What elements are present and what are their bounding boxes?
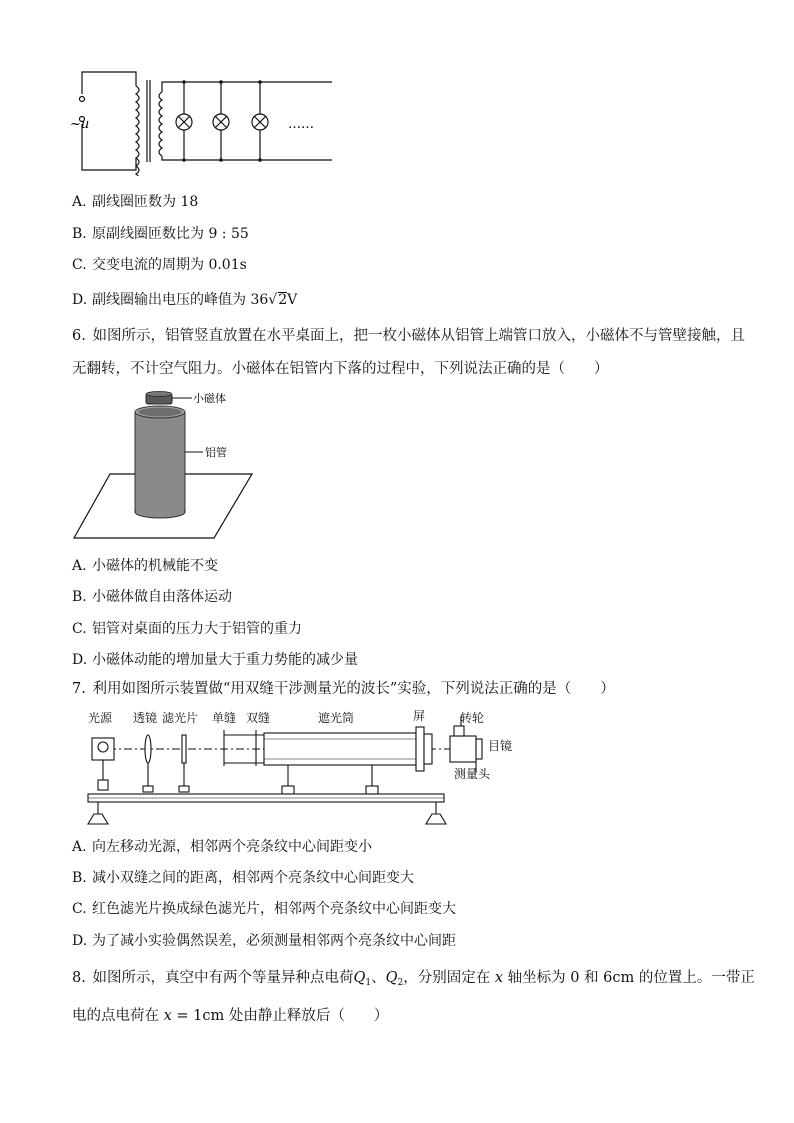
light-source-label: 光源 <box>88 711 113 725</box>
q6-option-d: D. 小磁体动能的增加量大于重力势能的减少量 <box>72 652 358 668</box>
q7-option-a: A. 向左移动光源，相邻两个亮条纹中心间距变小 <box>72 839 372 855</box>
q7-option-d: D. 为了减小实验偶然误差，必须测量相邻两个亮条纹中心间距 <box>72 933 456 949</box>
screen-label: 屏 <box>413 709 426 723</box>
tube-label: 铝管 <box>205 446 227 459</box>
magnet-label: 小磁体 <box>193 392 226 405</box>
double-slit-label: 双缝 <box>246 711 271 725</box>
filter-label: 滤光片 <box>162 711 199 725</box>
lens-label: 透镜 <box>133 711 158 725</box>
aluminum-tube <box>135 412 185 512</box>
filter <box>182 735 186 763</box>
source-label: ~u <box>70 117 90 132</box>
wheel-label: 转轮 <box>460 711 485 725</box>
tube-label: 遮光筒 <box>318 711 355 725</box>
q5-option-c: C. 交变电流的周期为 0.01s <box>72 257 247 273</box>
q6-option-b: B. 小磁体做自由落体运动 <box>72 589 232 605</box>
q8-stem: 8. 如图所示，真空中有两个等量异种点电荷$Q_1$、$Q_2$，分别固定在 x 轴坐标为 0 和 6cm 的位置上。一带正 电的点电荷在 x = 1cm 处由静止释放后（ ） <box>72 970 755 1024</box>
ellipsis: …… <box>288 117 314 132</box>
lens <box>145 735 151 763</box>
single-slit-label: 单缝 <box>212 711 237 725</box>
q5-option-a: A. 副线圈匝数为 18 <box>72 194 199 210</box>
eyepiece <box>476 739 482 759</box>
measuring-head <box>450 736 476 762</box>
q7-stem: 7. 利用如图所示装置做“用双缝干涉测量光的波长”实验，下列说法正确的是（ ） <box>72 681 615 697</box>
q5-option-b: B. 原副线圈匝数比为 9 : 55 <box>72 226 249 242</box>
screen <box>416 727 424 771</box>
q6-option-a: A. 小磁体的机械能不变 <box>72 558 218 574</box>
aluminum-tube-figure <box>72 390 262 542</box>
light-shield-tube <box>264 733 416 765</box>
q6-option-c: C. 铝管对桌面的压力大于铝管的重力 <box>72 621 302 637</box>
transformer-circuit-figure <box>70 66 340 176</box>
q7-option-c: C. 红色滤光片换成绿色滤光片，相邻两个亮条纹中心间距变大 <box>72 901 456 917</box>
measuring-head-label: 测量头 <box>454 767 491 781</box>
eyepiece-label: 目镜 <box>488 739 513 753</box>
q6-stem: 6. 如图所示，铝管竖直放置在水平桌面上，把一枚小磁体从铝管上端管口放入，小磁体不与管壁接触，且 无翻转，不计空气阻力。小磁体在铝管内下落的过程中，下列说法正确的是（ ） <box>72 328 745 377</box>
lamp-icon <box>176 114 268 130</box>
q7-option-b: B. 减小双缝之间的距离，相邻两个亮条纹中心间距变大 <box>72 870 414 886</box>
double-slit-apparatus-figure <box>76 706 536 832</box>
q5-option-d: D. 副线圈输出电压的峰值为 36√2V <box>72 292 298 308</box>
